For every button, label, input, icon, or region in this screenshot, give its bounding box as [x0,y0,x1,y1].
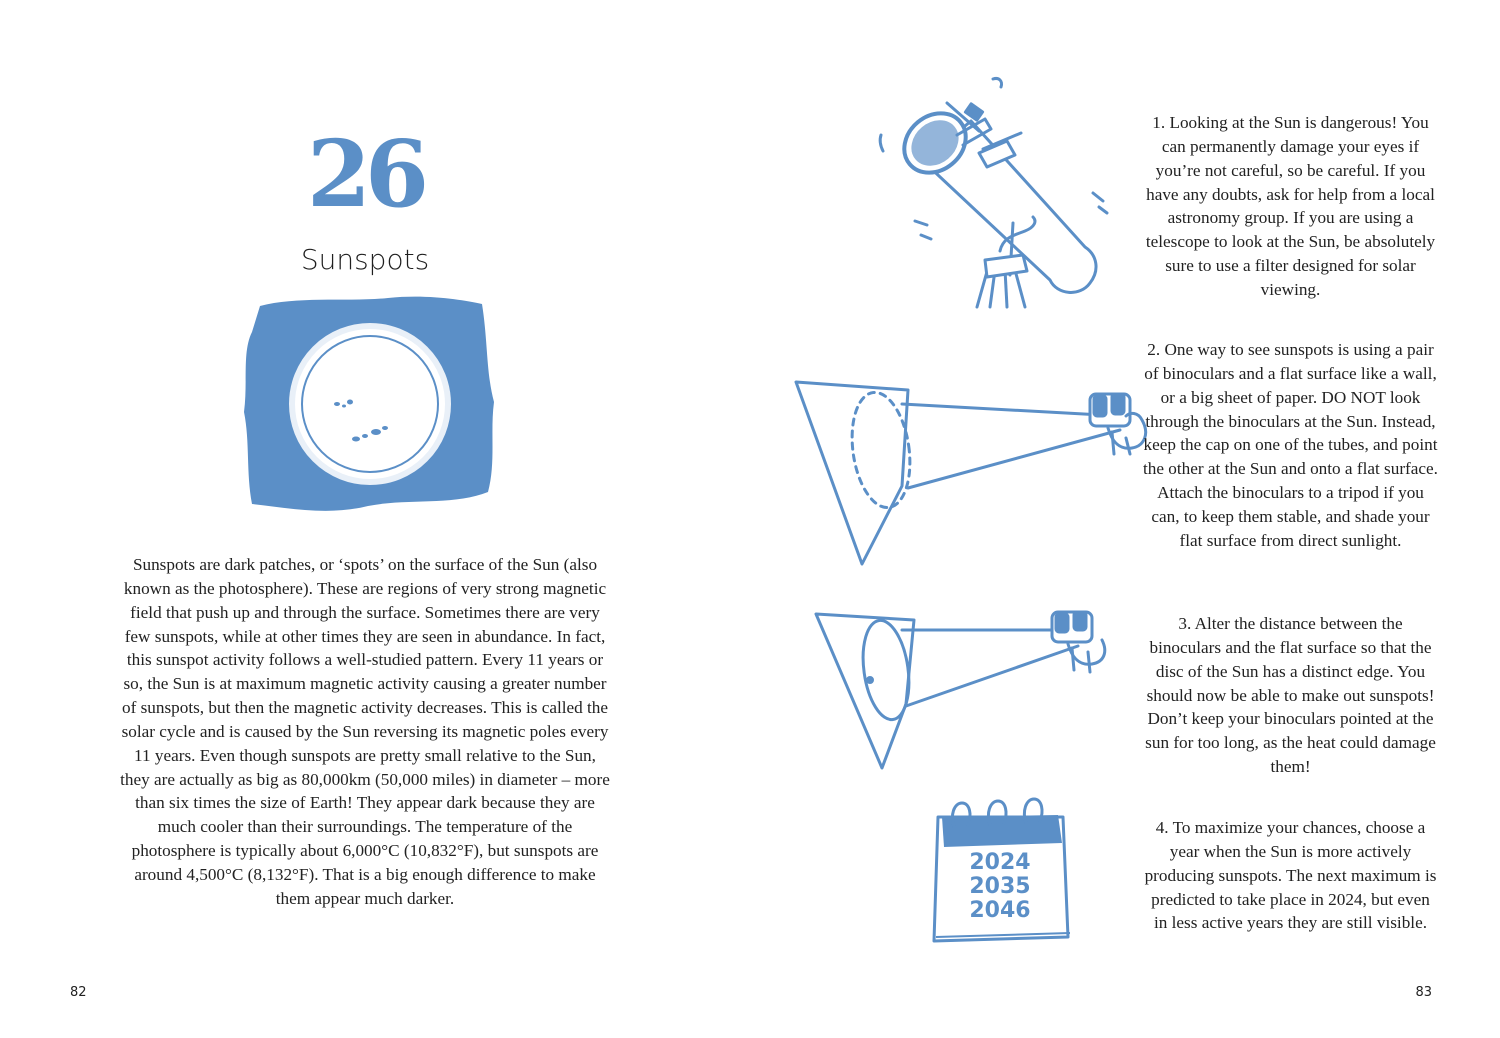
calendar-icon [928,797,1073,945]
calendar-year-1: 2024 [969,850,1031,875]
step-3-text: 3. Alter the distance between the binoculars and the flat surface so that the disc of the Sun has a distinct edge. You should now be able to make out sunspots! Don’t keep your binoculars pointed at the sun for too long, as the heat could damage them! [1145,614,1436,777]
step-4-text: 4. To maximize your chances, choose a year when the Sun is more actively producing sunspots. The next maximum is predicted to take place in 2024, but even in less active years they are still visible. [1144,818,1437,933]
right-page [750,0,1500,1038]
calendar-year-2: 2035 [969,874,1031,899]
binoculars-projection-icon [810,600,1120,775]
binoculars-projection-icon [790,368,1160,573]
step-2-text: 2. One way to see sunspots is using a pair of binoculars and a flat surface like a wall, or a big sheet of paper. DO NOT look through the binoculars at the Sun. Instead, keep the cap on one of the tubes, and point the other at the Sun and onto a flat surface. Attach the binoculars to a tripod if you can, to keep them stable, and shade your flat surface from direct sunlight. [1143,340,1438,550]
page-number-right: 83 [1415,985,1432,1000]
chapter-title: Sunspots [300,243,430,276]
page-number-left: 82 [70,985,87,1000]
chapter-number: 26 [306,120,424,228]
body-text: Sunspots are dark patches, or ‘spots’ on the surface of the Sun (also known as the photosphere). These are regions of very strong magnetic field that push up and through the surface. Sometimes there are very few sunspots, while at other times they are seen in abundance. In fact, this sunspot activity follows a well-studied pattern. Every 11 years or so, the Sun is at maximum magnetic activity causing a greater number of sunspots, but then the magnetic activity decreases. This is called the solar cycle and is caused by the Sun reversing its magnetic poles every 11 years. Even though sunspots are pretty small relative to the Sun, they are actually as big as 80,000km (50,000 miles) in diameter – more than six times the size of Earth! They appear dark because they are much cooler than their surroundings. The temperature of the photosphere is typically about 6,000°C (10,832°F), but sunspots are around 4,500°C (8,132°F). That is a big enough difference to make them appear much darker. [120,555,610,908]
sun-disc-icon [238,292,498,524]
step-1-text: 1. Looking at the Sun is dangerous! You can permanently damage your eyes if you’re not careful, so be careful. If you have any doubts, ask for help from a local astronomy group. If you are using a telescope to look at the Sun, be absolutely sure to use a filter designed for solar viewing. [1145,113,1436,299]
calendar-year-3: 2046 [969,898,1031,923]
telescope-icon [875,75,1115,315]
